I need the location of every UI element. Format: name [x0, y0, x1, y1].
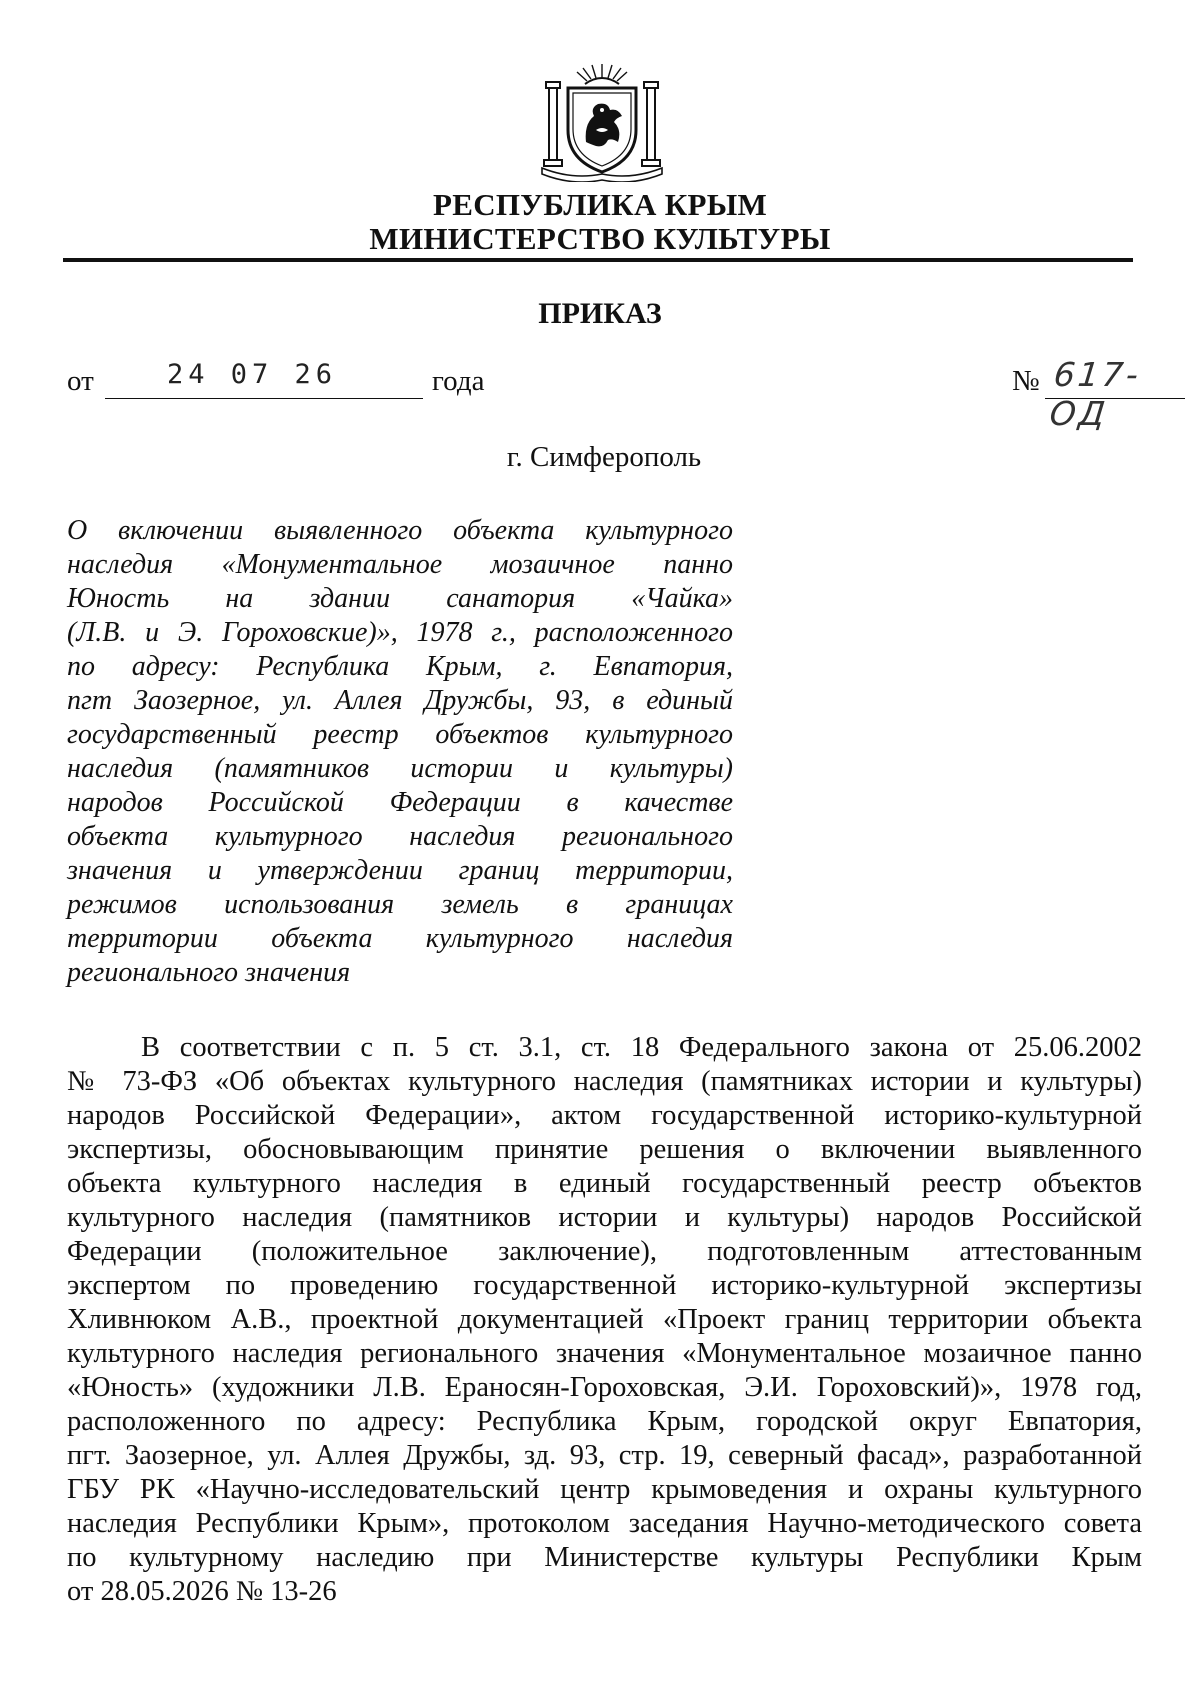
issue-city: г. Симферополь [506, 441, 702, 473]
subject-line: государственный реестр объектов культурного [67, 719, 733, 750]
body-line: Федерации (положительное заключение), подготовленным аттестованным [67, 1236, 1142, 1267]
date-suffix: года [432, 365, 485, 397]
number-label: № [1012, 365, 1040, 397]
document-number: 617-ОД [1047, 355, 1144, 433]
subject-line: наследия «Монументальное мозаичное панно [67, 549, 733, 580]
body-line: культурного наследия (памятников истории и культуры) народов Российской [67, 1202, 1142, 1233]
body-line: по культурному наследию при Министерстве культуры Республики Крым [67, 1542, 1142, 1573]
subject-line: (Л.В. и Э. Гороховские)», 1978 г., расположенного [67, 617, 733, 648]
body-line: народов Российской Федерации», актом государственной историко-культурной [67, 1100, 1142, 1131]
body-line: пгт. Заозерное, ул. Аллея Дружбы, зд. 93, стр. 19, северный фасад», разработанной [67, 1440, 1142, 1471]
subject-line: пгт Заозерное, ул. Аллея Дружбы, 93, в единый [67, 685, 733, 716]
subject-line: регионального значения [67, 957, 351, 988]
body-line: экспертом по проведению государственной историко-культурной экспертизы [67, 1270, 1142, 1301]
header-divider [63, 258, 1133, 262]
body-line: расположенного по адресу: Республика Крым, городской округ Евпатория, [67, 1406, 1142, 1437]
crimea-coat-of-arms-icon [538, 60, 666, 182]
subject-line: Юность на здании санатория «Чайка» [67, 583, 733, 614]
body-line: экспертизы, обосновывающим принятие решения о включении выявленного [67, 1134, 1142, 1165]
subject-line: объекта культурного наследия регионального [67, 821, 733, 852]
subject-line: наследия (памятников истории и культуры) [67, 753, 733, 784]
body-line: № 73-ФЗ «Об объектах культурного наследия (памятниках истории и культуры) [67, 1066, 1142, 1097]
order-body [67, 1031, 1142, 1609]
date-value: 24 07 26 [167, 359, 338, 390]
document-type-title: ПРИКАЗ [538, 297, 662, 330]
body-line: В соответствии с п. 5 ст. 3.1, ст. 18 Федерального закона от 25.06.2002 [141, 1032, 1142, 1063]
subject-line: территории объекта культурного наследия [67, 923, 733, 954]
subject-line: народов Российской Федерации в качестве [67, 787, 733, 818]
body-line: объекта культурного наследия в единый государственный реестр объектов [67, 1168, 1142, 1199]
subject-line: значения и утверждении границ территории, [67, 855, 733, 886]
order-subject [67, 514, 733, 990]
body-line: наследия Республики Крым», протоколом заседания Научно-методического совета [67, 1508, 1142, 1539]
body-line: ГБУ РК «Научно-исследовательский центр крымоведения и охраны культурного [67, 1474, 1142, 1505]
body-line: «Юность» (художники Л.В. Ераносян-Гороховская, Э.И. Гороховский)», 1978 год, [67, 1372, 1142, 1403]
body-line: от 28.05.2026 № 13-26 [67, 1576, 337, 1607]
body-line: Хливнюком А.В., проектной документацией «Проект границ территории объекта [67, 1304, 1142, 1335]
date-number-row [67, 355, 1177, 433]
subject-line: режимов использования земель в границах [67, 889, 733, 920]
organization-ministry: МИНИСТЕРСТВО КУЛЬТУРЫ [369, 221, 831, 256]
organization-region: РЕСПУБЛИКА КРЫМ [432, 187, 768, 222]
subject-line: по адресу: Республика Крым, г. Евпатория, [67, 651, 733, 682]
subject-line: О включении выявленного объекта культурного [67, 515, 733, 546]
body-line: культурного наследия регионального значения «Монументальное мозаичное панно [67, 1338, 1142, 1369]
date-prefix: от [67, 365, 94, 397]
